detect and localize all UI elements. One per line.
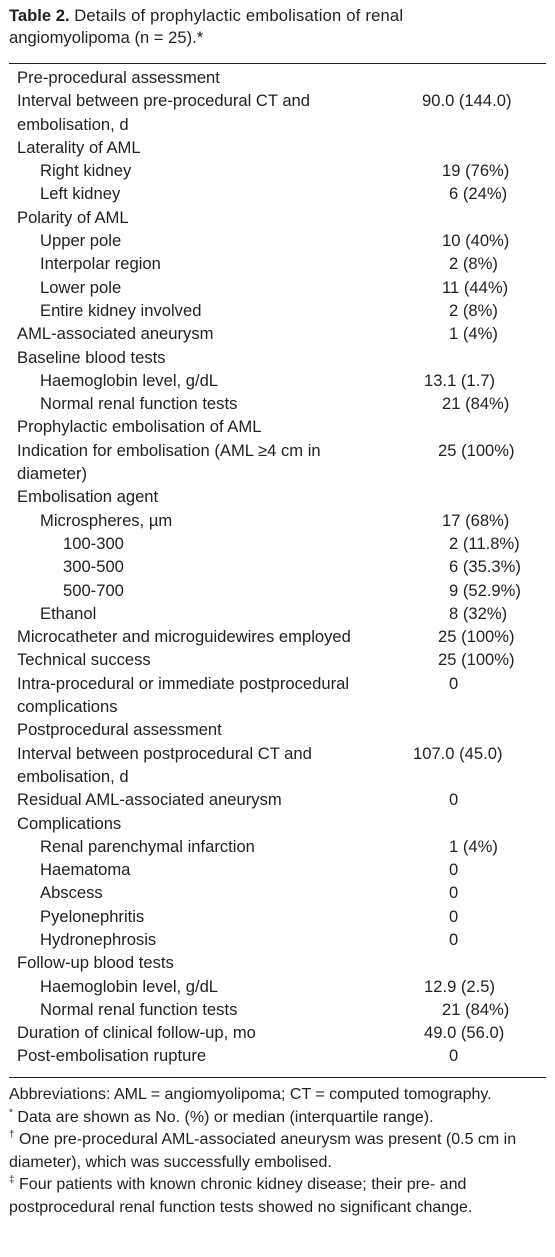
table-row xyxy=(9,672,546,719)
row-label: Complications xyxy=(17,813,122,833)
table-bottom-rule xyxy=(9,1077,546,1078)
row-label: Interval between postprocedural CT and xyxy=(17,743,312,763)
row-label: Duration of clinical follow-up, mo xyxy=(17,1023,256,1043)
table-row xyxy=(9,1021,546,1044)
footnote-3-mark: ‡ xyxy=(9,1174,15,1186)
row-value: 21 (84%) xyxy=(442,999,510,1019)
table-row xyxy=(9,485,546,508)
table-row xyxy=(9,602,546,625)
table-row xyxy=(9,509,546,532)
row-label-continued: embolisation, d xyxy=(17,114,129,134)
row-label: Haematoma xyxy=(40,860,131,880)
row-value: 0 xyxy=(449,906,459,926)
table-row xyxy=(9,812,546,835)
row-value: 0 xyxy=(449,883,459,903)
table-row xyxy=(9,951,546,974)
row-label-continued: diameter) xyxy=(17,464,88,484)
row-label: Abscess xyxy=(40,883,103,903)
row-label: Upper pole xyxy=(40,231,122,251)
table-row xyxy=(9,66,546,89)
row-value: 0 xyxy=(449,1046,459,1066)
row-label: AML-associated aneurysm xyxy=(17,324,214,344)
row-label: Interpolar region xyxy=(40,254,161,274)
footnote-1-text: Data are shown as No. (%) or median (interquartile range). xyxy=(17,1108,434,1126)
row-label: Technical success xyxy=(17,650,151,670)
row-label: 100-300 xyxy=(63,533,124,553)
row-label: Left kidney xyxy=(40,184,121,204)
footnote-3-text: Four patients with known chronic kidney disease; their pre- and postprocedural renal function tests showed no significant change. xyxy=(9,1176,473,1216)
row-value: 2 (8%) xyxy=(449,254,498,274)
row-value: 25 (100%) xyxy=(438,627,515,647)
row-label: Follow-up blood tests xyxy=(17,953,174,973)
row-value: 8 (32%) xyxy=(449,603,508,623)
row-value: 12.9 (2.5) xyxy=(424,976,496,996)
row-label: Intra-procedural or immediate postprocedural xyxy=(17,673,350,693)
row-label: Post-embolisation rupture xyxy=(17,1046,207,1066)
row-label: Normal renal function tests xyxy=(40,999,238,1019)
table-row xyxy=(9,1044,546,1067)
table-top-rule xyxy=(9,63,546,64)
footnote-2-text: One pre-procedural AML-associated aneurysm was present (0.5 cm in diameter), which was successfully embolised. xyxy=(9,1131,517,1171)
table-row xyxy=(9,975,546,998)
footnote-1-mark: * xyxy=(9,1107,13,1119)
row-value: 17 (68%) xyxy=(442,510,510,530)
table-row xyxy=(9,555,546,578)
row-label: Residual AML-associated aneurysm xyxy=(17,790,282,810)
row-label: Right kidney xyxy=(40,161,132,181)
table-row xyxy=(9,369,546,392)
row-label: Microspheres, µm xyxy=(40,510,173,530)
row-label: Haemoglobin level, g/dL xyxy=(40,976,219,996)
row-label: Prophylactic embolisation of AML xyxy=(17,417,262,437)
table-row xyxy=(9,346,546,369)
row-value: 19 (76%) xyxy=(442,161,510,181)
table-caption xyxy=(9,5,549,49)
row-value: 1 (4%) xyxy=(449,324,498,344)
table-row xyxy=(9,322,546,345)
row-label: Laterality of AML xyxy=(17,137,141,157)
row-label: Hydronephrosis xyxy=(40,929,157,949)
table-row xyxy=(9,392,546,415)
table-row xyxy=(9,998,546,1021)
row-value: 0 xyxy=(449,673,459,693)
table-row xyxy=(9,439,546,486)
table-label: Table 2. xyxy=(9,6,70,25)
row-value: 25 (100%) xyxy=(438,650,515,670)
footnote-3 xyxy=(9,1174,549,1219)
table-row xyxy=(9,89,546,136)
table-row xyxy=(9,858,546,881)
table-title-line1: Details of prophylactic embolisation of renal xyxy=(74,6,404,25)
table-row xyxy=(9,625,546,648)
row-label: Renal parenchymal infarction xyxy=(40,836,255,856)
table-row xyxy=(9,718,546,741)
table-row xyxy=(9,299,546,322)
row-label: Microcatheter and microguidewires employed xyxy=(17,627,351,647)
row-label: Lower pole xyxy=(40,277,122,297)
row-value: 21 (84%) xyxy=(442,394,510,414)
row-label: 300-500 xyxy=(63,557,124,577)
row-value: 10 (40%) xyxy=(442,231,510,251)
row-label: Baseline blood tests xyxy=(17,347,166,367)
row-label: Haemoglobin level, g/dL xyxy=(40,370,219,390)
row-value: 49.0 (56.0) xyxy=(424,1023,505,1043)
footnote-2 xyxy=(9,1129,549,1174)
table-row xyxy=(9,881,546,904)
row-value: 11 (44%) xyxy=(442,277,509,297)
table-row xyxy=(9,835,546,858)
table-row xyxy=(9,229,546,252)
row-value: 6 (24%) xyxy=(449,184,508,204)
row-value: 0 xyxy=(449,929,459,949)
row-value: 9 (52.9%) xyxy=(449,580,521,600)
row-value: 90.0 (144.0) xyxy=(422,91,512,111)
table-row xyxy=(9,159,546,182)
table-row xyxy=(9,276,546,299)
data-table xyxy=(9,66,546,1068)
footnote-2-mark: † xyxy=(9,1129,15,1141)
table-row xyxy=(9,206,546,229)
row-label: Postprocedural assessment xyxy=(17,720,222,740)
table-title-line2: angiomyolipoma (n = 25).* xyxy=(9,28,204,47)
table-row xyxy=(9,136,546,159)
row-value: 0 xyxy=(449,860,459,880)
footnote-1 xyxy=(9,1107,549,1130)
table-row xyxy=(9,415,546,438)
row-label: 500-700 xyxy=(63,580,124,600)
table-row xyxy=(9,905,546,928)
footnote-abbreviations: Abbreviations: AML = angiomyolipoma; CT = computed tomography. xyxy=(9,1086,492,1103)
row-label: Indication for embolisation (AML ≥4 cm in xyxy=(17,440,321,460)
row-label: Ethanol xyxy=(40,603,97,623)
row-value: 6 (35.3%) xyxy=(449,557,521,577)
table-row xyxy=(9,928,546,951)
row-label-continued: embolisation, d xyxy=(17,766,129,786)
row-label: Pyelonephritis xyxy=(40,906,145,926)
row-label-continued: complications xyxy=(17,697,118,717)
row-label: Normal renal function tests xyxy=(40,394,238,414)
row-value: 13.1 (1.7) xyxy=(424,370,496,390)
table-row xyxy=(9,742,546,789)
row-label: Entire kidney involved xyxy=(40,300,202,320)
table-row xyxy=(9,648,546,671)
table-row xyxy=(9,182,546,205)
row-value: 2 (8%) xyxy=(449,300,498,320)
row-value: 25 (100%) xyxy=(438,440,515,460)
table-row xyxy=(9,788,546,811)
row-label: Pre-procedural assessment xyxy=(17,68,220,87)
table-row xyxy=(9,579,546,602)
table-footnotes xyxy=(9,1084,549,1219)
row-value: 107.0 (45.0) xyxy=(413,743,503,763)
row-label: Interval between pre-procedural CT and xyxy=(17,91,311,111)
row-value: 2 (11.8%) xyxy=(449,533,520,553)
row-label: Embolisation agent xyxy=(17,487,159,507)
row-label: Polarity of AML xyxy=(17,207,129,227)
table-row xyxy=(9,532,546,555)
row-value: 0 xyxy=(449,790,459,810)
table-row xyxy=(9,252,546,275)
row-value: 1 (4%) xyxy=(449,836,498,856)
